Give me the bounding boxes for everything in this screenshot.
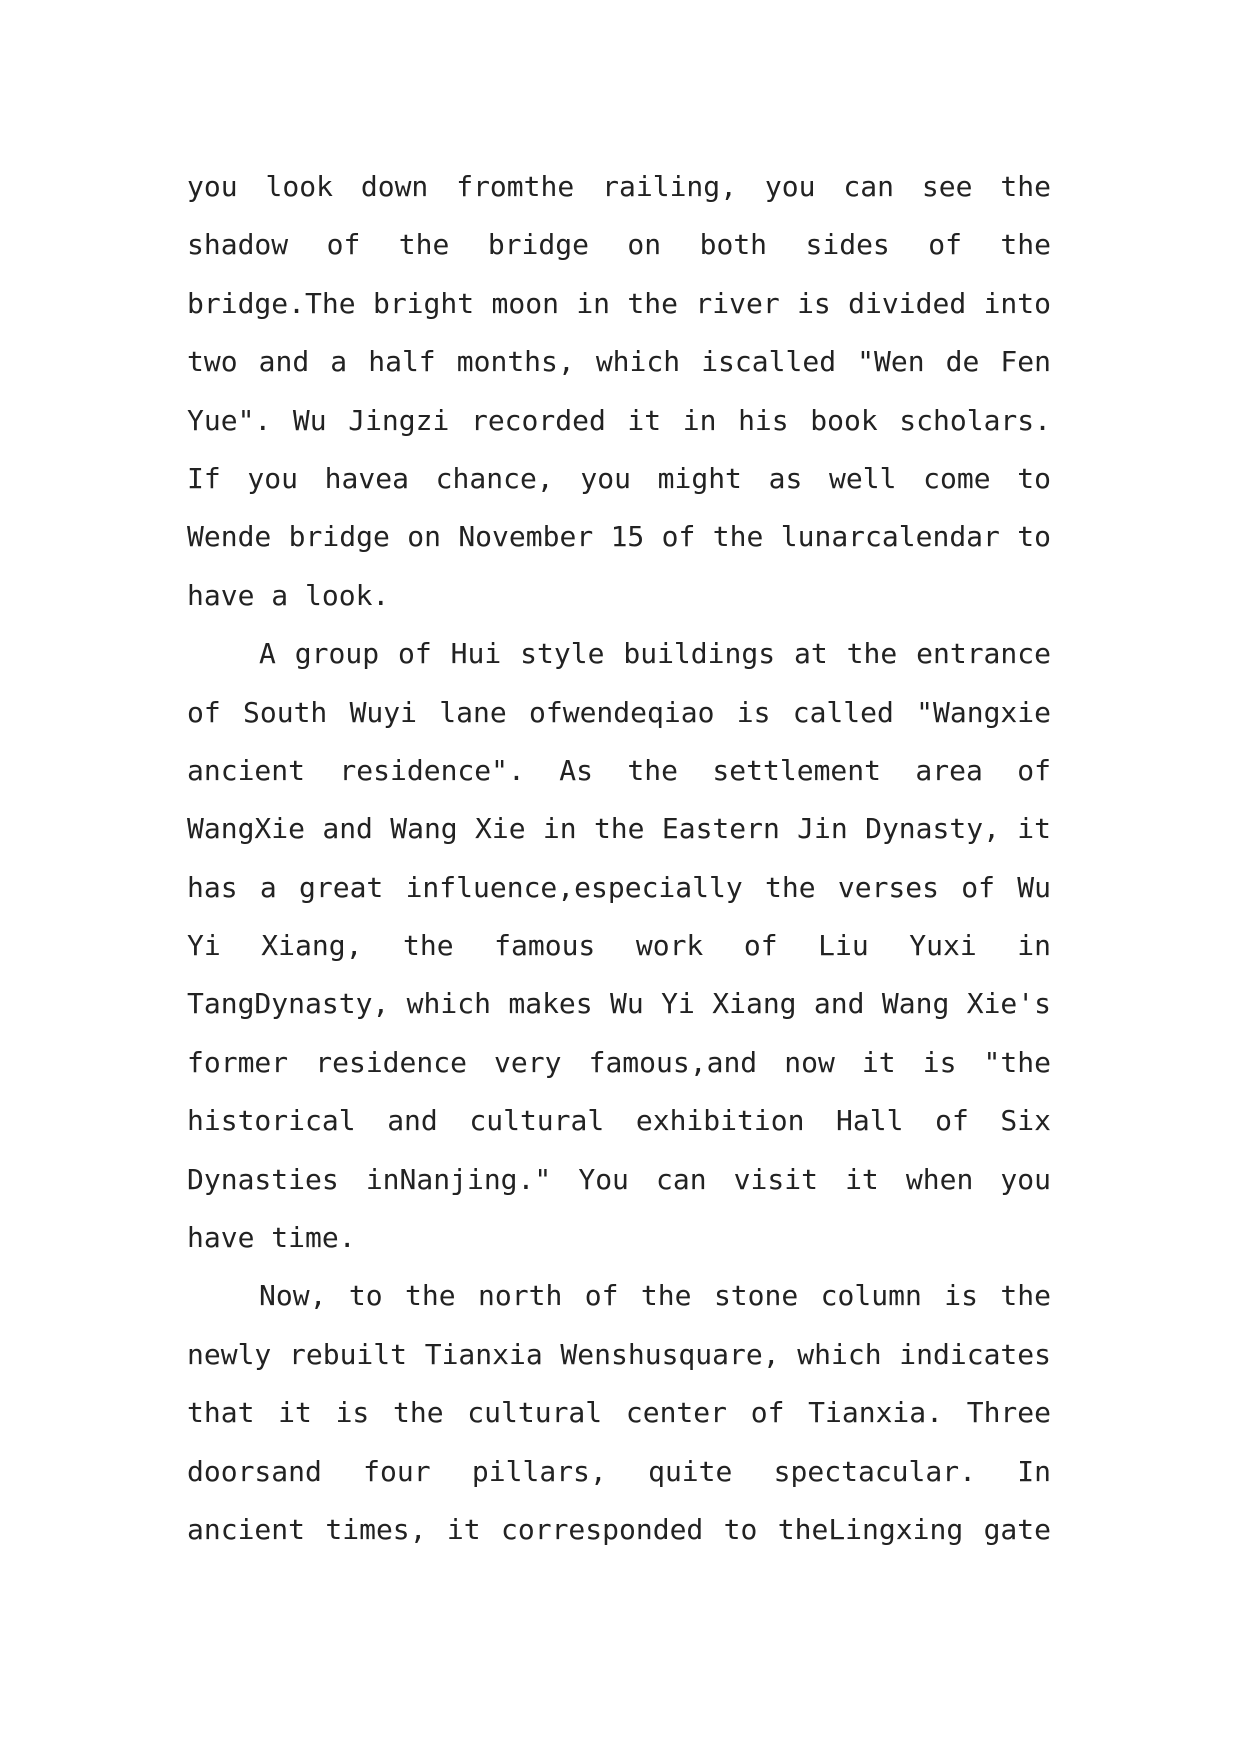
text-line: shadow of the bridge on both sides of the — [187, 228, 1051, 262]
text-line: bridge.The bright moon in the river is divided into — [187, 286, 1051, 320]
text-line: WangXie and Wang Xie in the Eastern Jin Dynasty, it — [187, 812, 1051, 846]
text-line: have time. — [187, 1221, 356, 1255]
text-line: historical and cultural exhibition Hall of Six — [187, 1104, 1051, 1138]
text-line: Now, to the north of the stone column is the — [259, 1279, 1051, 1313]
text-line: TangDynasty, which makes Wu Yi Xiang and Wang Xie's — [187, 987, 1051, 1021]
text-line: Dynasties inNanjing." You can visit it when you — [187, 1162, 1051, 1196]
text-line: you look down fromthe railing, you can see the — [187, 170, 1051, 203]
text-line: newly rebuilt Tianxia Wenshusquare, which indicates — [187, 1337, 1051, 1371]
paragraph-3 — [187, 1267, 1051, 1559]
text-line: Yue". Wu Jingzi recorded it in his book scholars. — [187, 403, 1051, 437]
paragraph-1 — [187, 158, 1051, 625]
paragraph-2 — [187, 625, 1051, 1267]
document-page — [187, 158, 1051, 1559]
text-line: have a look. — [187, 578, 390, 612]
text-line: former residence very famous,and now it is "the — [187, 1045, 1051, 1079]
text-line: of South Wuyi lane ofwendeqiao is called "Wangxie — [187, 695, 1051, 729]
text-line: doorsand four pillars, quite spectacular. In — [187, 1454, 1051, 1488]
text-line: Wende bridge on November 15 of the lunarcalendar to — [187, 520, 1051, 554]
text-line: If you havea chance, you might as well come to — [187, 461, 1051, 495]
text-line: Yi Xiang, the famous work of Liu Yuxi in — [187, 929, 1051, 963]
text-line: ancient residence". As the settlement area of — [187, 753, 1051, 787]
text-line: ancient times, it corresponded to theLingxing gate — [187, 1512, 1051, 1546]
text-line: has a great influence,especially the verses of Wu — [187, 870, 1051, 904]
text-line: that it is the cultural center of Tianxia. Three — [187, 1396, 1051, 1430]
text-line: A group of Hui style buildings at the entrance — [259, 637, 1051, 671]
text-line: two and a half months, which iscalled "Wen de Fen — [187, 345, 1051, 379]
